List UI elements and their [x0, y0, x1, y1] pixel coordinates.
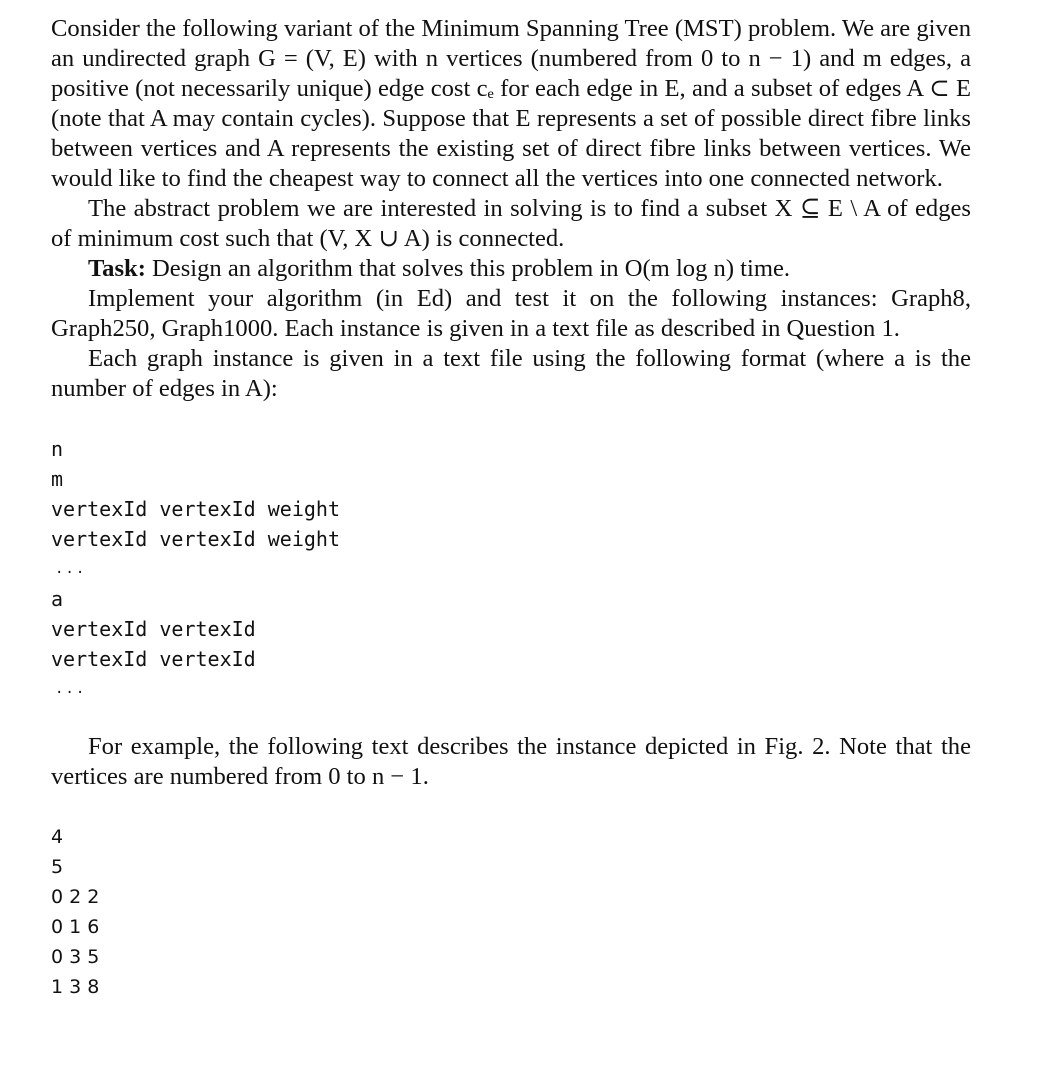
format-line-existing-1: vertexId vertexId [51, 617, 256, 641]
format-line-a: a [51, 587, 64, 611]
example-line-4: 0 1 6 [51, 916, 100, 938]
example-line-3: 0 2 2 [51, 886, 100, 908]
example-code-block [51, 822, 971, 1002]
format-ellipsis-2: ... [55, 681, 87, 697]
paragraph-abstract-problem: The abstract problem we are interested in solving is to find a subset X ⊆ E \ A of edges of minimum cost such that (V, X ∪ A) is connected. [51, 195, 971, 252]
task-label: Task: [88, 255, 146, 282]
paragraph-example-intro: For example, the following text describes the instance depicted in Fig. 2. Note that the vertices are numbered from 0 to n − 1. [51, 733, 971, 790]
example-line-5: 0 3 5 [51, 946, 100, 968]
format-line-n: n [51, 437, 64, 461]
format-line-edge-1: vertexId vertexId weight [51, 497, 340, 521]
example-line-6: 1 3 8 [51, 976, 100, 998]
paragraph-problem-intro: Consider the following variant of the Minimum Spanning Tree (MST) problem. We are given an undirected graph G = (V, E) with n vertices (numbered from 0 to n − 1) and m edges, a positive (not necessarily unique) edge cost cₑ for each edge in E, and a subset of edges A ⊂ E (note that A may contain cycles). Suppose that E represents a set of possible direct fibre links between vertices and A represents the existing set of direct fibre links between vertices. We would like to find the cheapest way to connect all the vertices into one connected network. [51, 15, 971, 192]
paragraph-implement: Implement your algorithm (in Ed) and test it on the following instances: Graph8, Graph250, Graph1000. Each instance is given in a text file as described in Question 1. [51, 285, 971, 342]
format-line-m: m [51, 467, 64, 491]
task-text: Design an algorithm that solves this problem in O(m log n) time. [145, 255, 791, 282]
paragraph-format-intro: Each graph instance is given in a text file using the following format (where a is the number of edges in A): [51, 345, 971, 402]
format-ellipsis-1: ... [55, 561, 87, 577]
paragraph-task [51, 254, 971, 284]
document-page [51, 14, 971, 1002]
example-line-1: 4 [51, 826, 64, 848]
example-line-2: 5 [51, 856, 64, 878]
format-code-block [51, 434, 971, 704]
format-line-existing-2: vertexId vertexId [51, 647, 256, 671]
format-line-edge-2: vertexId vertexId weight [51, 527, 340, 551]
